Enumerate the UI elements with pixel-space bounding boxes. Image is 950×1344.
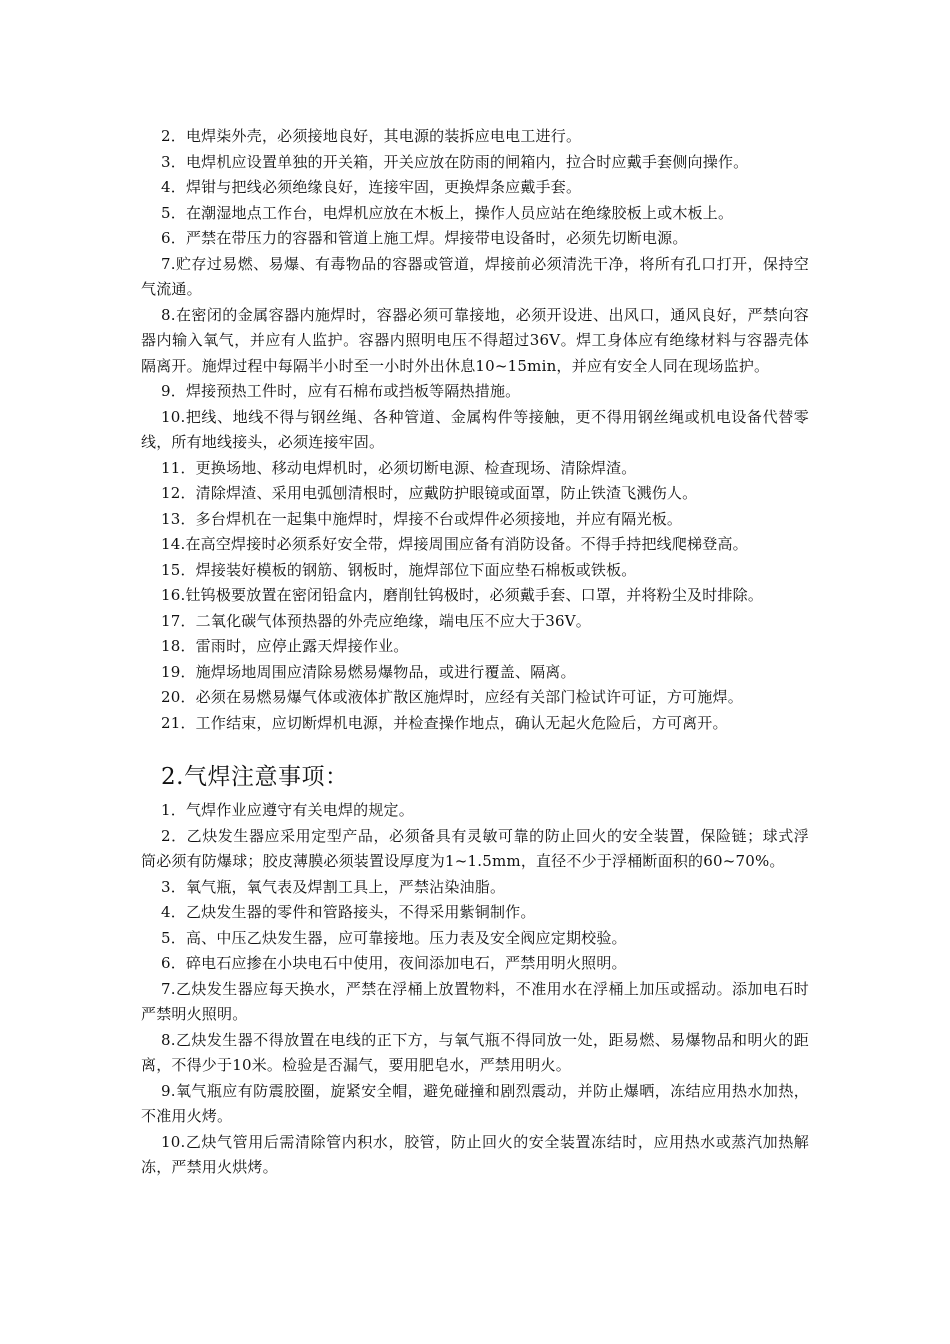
rule-item: 12．清除焊渣、采用电弧刨清根时，应戴防护眼镜或面罩，防止铁渣飞溅伤人。 [161,484,698,502]
rule-item: 1．气焊作业应遵守有关电焊的规定。 [161,801,414,819]
document-body [141,124,809,1181]
gas-welding-rules [141,798,809,1181]
rule-item: 10.乙炔气管用后需清除管内积水，胶管，防止回火的安全装置冻结时，应用热水或蒸汽加热解冻，严禁用火烘烤。 [141,1132,809,1176]
rule-item: 20．必须在易燃易爆气体或液体扩散区施焊时，应经有关部门检试许可证，方可施焊。 [161,688,743,706]
rule-item: 4．焊钳与把线必须绝缘良好，连接牢固，更换焊条应戴手套。 [161,178,582,196]
rule-item: 13．多台焊机在一起集中施焊时，焊接不台或焊件必须接地，并应有隔光板。 [161,509,683,528]
rule-item: 21．工作结束，应切断焊机电源，并检查操作地点，确认无起火危险后，方可离开。 [161,713,728,732]
rule-item: 9．焊接预热工件时，应有石棉布或挡板等隔热措施。 [161,382,521,400]
rule-item: 18．雷雨时，应停止露天焊接作业。 [161,637,409,655]
rule-item: 14.在高空焊接时必须系好安全带，焊接周围应备有消防设备。不得手持把线爬梯登高。 [161,535,748,553]
rule-item: 3．电焊机应设置单独的开关箱，开关应放在防雨的闸箱内，拉合时应戴手套侧向操作。 [161,152,749,171]
rule-item: 2．乙炔发生器应采用定型产品，必须备具有灵敏可靠的防止回火的安全装置，保险链；球式浮筒必须有防爆球；胶皮薄膜必须装置设厚度为1~1.5mm，直径不少于浮桶断面积的60~70%。 [141,826,809,870]
rule-item: 16.钍钨极要放置在密闭铅盒内，磨削钍钨极时，必须戴手套、口罩，并将粉尘及时排除。 [161,586,764,604]
rule-item: 6．碎电石应掺在小块电石中使用，夜间添加电石，严禁用明火照明。 [161,954,627,972]
rule-item: 7.乙炔发生器应每天换水，严禁在浮桶上放置物料，不准用水在浮桶上加压或摇动。添加电石时严禁明火照明。 [141,979,809,1023]
rule-item: 9.氧气瓶应有防震胶圈，旋紧安全帽，避免碰撞和剧烈震动，并防止爆晒，冻结应用热水加热，不准用火烤。 [141,1081,809,1125]
rule-item: 2．电焊柒外壳，必须接地良好，其电源的装拆应电电工进行。 [161,127,582,145]
section-heading: 2.气焊注意事项： [161,764,349,790]
rule-item: 8.在密闭的金属容器内施焊时，容器必须可靠接地，必须开设进、出风口，通风良好，严禁向容器内输入氧气，并应有人监护。容器内照明电压不得超过36V。焊工身体应有绝缘材料与容器壳体隔离开。施焊过程中每隔半小时至一小时外出休息10~15min，并应有安全人同在现场监护。 [141,305,809,375]
rule-item: 5．在潮湿地点工作台，电焊机应放在木板上，操作人员应站在绝缘胶板上或木板上。 [161,203,734,222]
rule-item: 11．更换场地、移动电焊机时，必须切断电源、检查现场、清除焊渣。 [161,458,637,477]
rule-item: 19．施焊场地周围应清除易燃易爆物品，或进行覆盖、隔离。 [161,662,576,681]
rule-item: 3．氧气瓶，氧气表及焊割工具上，严禁沾染油脂。 [161,877,506,896]
rule-item: 8.乙炔发生器不得放置在电线的正下方，与氧气瓶不得同放一处，距易燃、易爆物品和明火的距离，不得少于10米。检验是否漏气，要用肥皂水，严禁用明火。 [141,1030,809,1074]
rule-item: 5．高、中压乙炔发生器，应可靠接地。压力表及安全阀应定期校验。 [161,928,627,947]
rule-item: 15．焊接装好模板的钢筋、钢板时，施焊部位下面应垫石棉板或铁板。 [161,560,637,579]
rule-item: 7.贮存过易燃、易爆、有毒物品的容器或管道，焊接前必须清洗干净，将所有孔口打开，保持空气流通。 [141,254,809,298]
rule-item: 17．二氧化碳气体预热器的外壳应绝缘，端电压不应大于36V。 [161,611,592,630]
rule-item: 4．乙炔发生器的零件和管路接头，不得采用紫铜制作。 [161,903,536,921]
electric-welding-rules [141,124,809,736]
rule-item: 6．严禁在带压力的容器和管道上施工焊。焊接带电设备时，必须先切断电源。 [161,229,688,247]
rule-item: 10.把线、地线不得与钢丝绳、各种管道、金属构件等接触，更不得用钢丝绳或机电设备代替零线，所有地线接头，必须连接牢固。 [141,407,809,451]
